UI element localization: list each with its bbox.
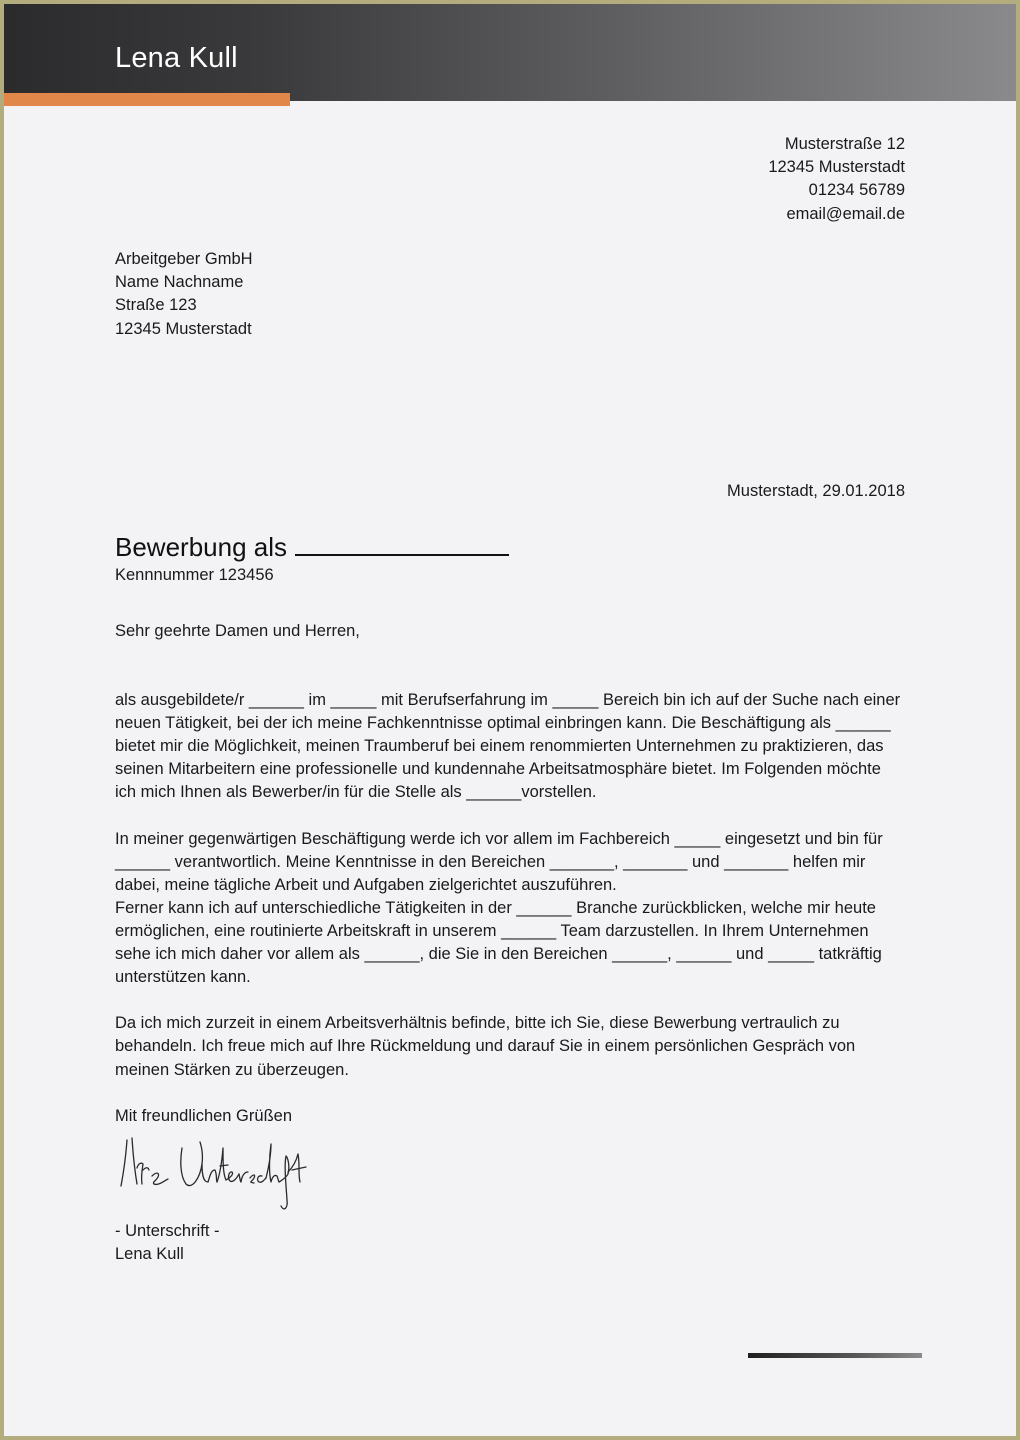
signature-label: - Unterschrift - [115, 1222, 220, 1240]
subject-title: Bewerbung als [115, 532, 287, 562]
sender-city: 12345 Musterstadt [768, 158, 905, 177]
letter-date: Musterstadt, 29.01.2018 [727, 482, 905, 500]
body-paragraph-1: als ausgebildete/r ______ im _____ mit Berufserfahrung im _____ Bereich bin ich auf der Suche nach einer neuen Tätigkeit, bei der ich meine Fachkenntnisse optimal einbringen kann. Die Beschäftigung als ______ bietet mir die Möglichkeit, meinen Traumberuf bei einem renommierten Unternehmen zu praktizieren, das seinen Mitarbeitern eine professionelle und kundennahe Arbeitsatmosphäre bietet. Im Folgenden möchte ich mich Ihnen als Bewerber/in für die Stelle als ______vorstellen. [115, 691, 901, 802]
body-paragraph-2b: Ferner kann ich auf unterschiedliche Tätigkeiten in der ______ Branche zurückblicken, welche mir heute ermöglichen, eine routinierte Arbeitskraft in unserem ______ Team darzustellen. In Ihrem Unternehmen sehe ich mich daher vor allem als ______, die Sie in den Bereichen ______, ______ und _____ tatkräftig unterstützen kann. [115, 898, 882, 987]
recipient-city: 12345 Musterstadt [115, 319, 252, 338]
sender-phone: 01234 56789 [808, 181, 905, 200]
handwritten-signature [116, 1134, 316, 1214]
recipient-street: Straße 123 [115, 296, 197, 315]
subject-blank-line [295, 530, 509, 556]
letter-page [4, 4, 1016, 1436]
letter-body [115, 689, 905, 1105]
sender-address [768, 133, 905, 226]
footer-bar [748, 1353, 922, 1358]
closing-phrase: Mit freundlichen Grüßen [115, 1107, 292, 1125]
header-accent-bar [4, 93, 290, 106]
sender-street: Musterstraße 12 [784, 135, 905, 153]
body-paragraph-3: Da ich mich zurzeit in einem Arbeitsverhältnis befinde, bitte ich Sie, diese Bewerbung vertraulich zu behandeln. Ich freue mich auf Ihre Rückmeldung und darauf Sie in einem persönlichen Gespräch von meinen Stärken zu überzeugen. [115, 1014, 856, 1079]
recipient-address [115, 248, 253, 341]
reference-number: Kennnummer 123456 [115, 566, 274, 584]
signature-name: Lena Kull [115, 1245, 184, 1264]
subject-line [115, 530, 509, 563]
recipient-company: Arbeitgeber GmbH [115, 250, 253, 268]
recipient-contact: Name Nachname [115, 273, 244, 292]
header-name: Lena Kull [115, 42, 238, 74]
sender-email: email@email.de [786, 204, 905, 223]
body-paragraph-2a: In meiner gegenwärtigen Beschäftigung werde ich vor allem im Fachbereich _____ eingesetzt und bin für ______ verantwortlich. Meine Kenntnisse in den Bereichen _______, _______ und _______ helfen mir dabei, meine tägliche Arbeit und Aufgaben zielgerichtet auszuführen. [115, 829, 883, 894]
signature-block [115, 1220, 220, 1266]
salutation: Sehr geehrte Damen und Herren, [115, 622, 360, 640]
